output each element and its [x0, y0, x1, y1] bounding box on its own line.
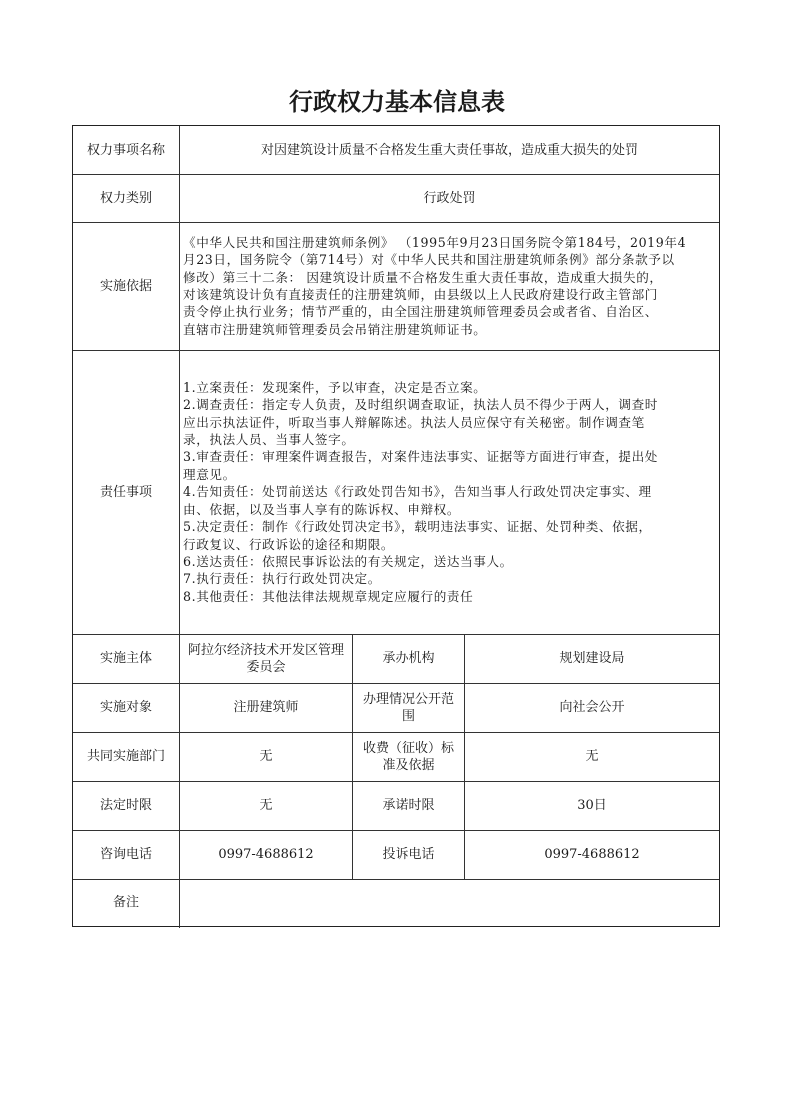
- page-title: 行政权力基本信息表: [289, 87, 505, 116]
- target-value: 注册建筑师: [233, 700, 299, 715]
- responsibility-line: 8.其他责任：其他法律法规规章规定应履行的责任: [183, 588, 474, 604]
- handling-agency-value: 规划建设局: [559, 651, 625, 666]
- promised-time-limit-value: 30日: [577, 798, 607, 813]
- legal-time-limit-value: 无: [259, 798, 273, 813]
- responsibility-line: 7.执行责任：执行行政处罚决定。: [183, 571, 381, 587]
- basis-line: 责令停止执行业务；情节严重的，由全国注册建筑师管理委员会或者省、自治区、: [183, 304, 658, 320]
- basis-line: 修改）第三十二条： 因建筑设计质量不合格发生重大责任事故，造成重大损失的，: [183, 269, 663, 285]
- subject-value: 阿拉尔经济技术开发区管理委员会: [187, 642, 344, 675]
- responsibility-line: 由、依据，以及当事人享有的陈诉权、申辩权。: [183, 501, 461, 517]
- legal-time-limit-label: 法定时限: [99, 798, 152, 813]
- handling-agency-label: 承办机构: [382, 651, 435, 666]
- complaint-phone-label: 投诉电话: [382, 847, 435, 862]
- fee-standard-label: 收费（征收）标准及依据: [362, 740, 454, 773]
- responsibility-line: 5.决定责任：制作《行政处罚决定书》，载明违法事实、证据、处罚种类、依据，: [183, 519, 652, 535]
- power-category-value: 行政处罚: [423, 190, 476, 206]
- responsibility-line: 1.立案责任：发现案件，予以审查，决定是否立案。: [183, 379, 487, 395]
- responsibility-line: 理意见。: [183, 466, 236, 482]
- subject-label: 实施主体: [99, 651, 152, 666]
- basis-line: 对该建筑设计负有直接责任的注册建筑师，由县级以上人民政府建设行政主管部门: [183, 287, 658, 302]
- power-name-value: 对因建筑设计质量不合格发生重大责任事故，造成重大损失的处罚: [260, 142, 638, 158]
- responsibilities-label: 责任事项: [99, 484, 152, 500]
- power-category-label: 权力类别: [99, 190, 152, 206]
- inquiry-phone-value: 0997-4688612: [218, 847, 314, 862]
- responsibility-line: 3.审查责任：审理案件调查报告，对案件违法事实、证据等方面进行审查，提出处: [183, 449, 658, 465]
- responsibilities-text: [183, 379, 717, 605]
- fee-standard-value: 无: [585, 749, 599, 764]
- remarks-value: [180, 879, 719, 925]
- promised-time-limit-label: 承诺时限: [382, 798, 435, 813]
- basis-label: 实施依据: [99, 278, 152, 294]
- responsibility-line: 录，执法人员、当事人签字。: [183, 432, 355, 448]
- power-name-label: 权力事项名称: [86, 142, 165, 158]
- joint-department-value: 无: [259, 749, 273, 764]
- basis-line: 《中华人民共和国注册建筑师条例》 （1995年9月23日国务院令第184号，2019年4: [183, 234, 687, 250]
- info-table: [72, 125, 720, 927]
- basis-value: [180, 222, 719, 350]
- basis-text: [183, 234, 717, 338]
- basis-line: 月23日，国务院令（第714号）对《中华人民共和国注册建筑师条例》部分条款予以: [183, 252, 675, 268]
- inquiry-phone-label: 咨询电话: [99, 847, 152, 862]
- responsibility-line: 2.调查责任：指定专人负责，及时组织调查取证，执法人员不得少于两人，调查时: [183, 397, 658, 413]
- responsibility-line: 应出示执法证件，听取当事人辩解陈述。执法人员应保守有关秘密。制作调查笔: [183, 414, 645, 430]
- joint-department-label: 共同实施部门: [86, 749, 165, 764]
- responsibility-line: 行政复议、行政诉讼的途径和期限。: [183, 536, 395, 552]
- disclosure-scope-label: 办理情况公开范围: [362, 691, 454, 724]
- responsibility-line: 4.告知责任：处罚前送达《行政处罚告知书》，告知当事人行政处罚决定事实、理: [183, 484, 652, 500]
- responsibilities-value: [180, 350, 719, 634]
- complaint-phone-value: 0997-4688612: [544, 847, 640, 862]
- basis-line: 直辖市注册建筑师管理委员会吊销注册建筑师证书。: [183, 321, 487, 337]
- responsibility-line: 6.送达责任：依照民事诉讼法的有关规定，送达当事人。: [183, 553, 513, 569]
- disclosure-scope-value: 向社会公开: [559, 700, 625, 715]
- target-label: 实施对象: [99, 700, 152, 715]
- remarks-label: 备注: [112, 894, 139, 910]
